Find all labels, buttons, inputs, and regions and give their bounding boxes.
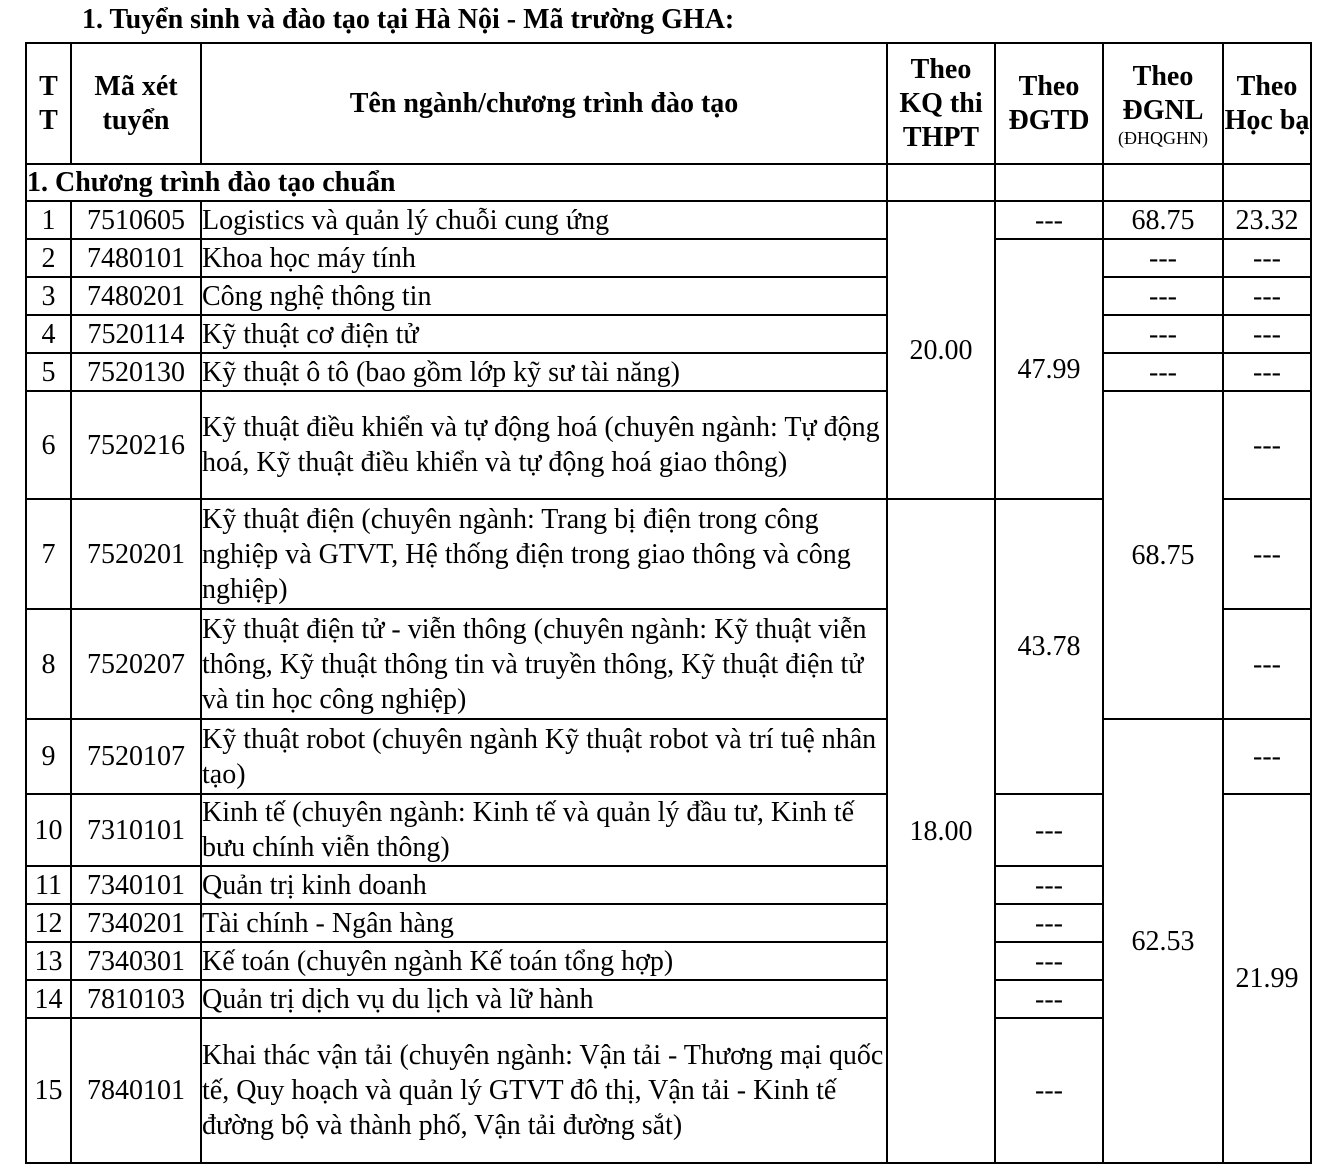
row-tt: 7 bbox=[26, 499, 71, 609]
row-code: 7340301 bbox=[71, 942, 201, 980]
hocba-score: --- bbox=[1223, 277, 1311, 315]
row-name: Khoa học máy tính bbox=[201, 239, 887, 277]
dgtd-score: --- bbox=[995, 942, 1103, 980]
dgtd-score: --- bbox=[995, 1018, 1103, 1163]
row-code: 7520114 bbox=[71, 315, 201, 353]
row-code: 7520107 bbox=[71, 719, 201, 794]
row-name: Kỹ thuật điện (chuyên ngành: Trang bị điện trong công nghiệp và GTVT, Hệ thống điện trong giao thông và công nghiệp) bbox=[201, 499, 887, 609]
row-code: 7520130 bbox=[71, 353, 201, 391]
table-row bbox=[26, 353, 1311, 391]
row-name: Kỹ thuật robot (chuyên ngành Kỹ thuật robot và trí tuệ nhân tạo) bbox=[201, 719, 887, 794]
section-row bbox=[26, 164, 1311, 201]
dgnl-score-group-2: 62.53 bbox=[1103, 719, 1223, 1163]
row-name: Kỹ thuật cơ điện tử bbox=[201, 315, 887, 353]
row-name: Kỹ thuật điện tử - viễn thông (chuyên ngành: Kỹ thuật viễn thông, Kỹ thuật thông tin và truyền thông, Kỹ thuật điện tử và tin học công nghiệp) bbox=[201, 609, 887, 719]
table-row bbox=[26, 201, 1311, 239]
hocba-score: 23.32 bbox=[1223, 201, 1311, 239]
row-tt: 14 bbox=[26, 980, 71, 1018]
row-tt: 10 bbox=[26, 794, 71, 866]
row-code: 7840101 bbox=[71, 1018, 201, 1163]
dgnl-score: --- bbox=[1103, 315, 1223, 353]
row-tt: 6 bbox=[26, 391, 71, 499]
row-code: 7520207 bbox=[71, 609, 201, 719]
hocba-score: --- bbox=[1223, 719, 1311, 794]
dgtd-score: --- bbox=[995, 980, 1103, 1018]
hocba-score: --- bbox=[1223, 609, 1311, 719]
dgtd-score: --- bbox=[995, 866, 1103, 904]
dgnl-score: --- bbox=[1103, 239, 1223, 277]
row-name: Kỹ thuật điều khiển và tự động hoá (chuyên ngành: Tự động hoá, Kỹ thuật điều khiển và tự động hoá giao thông) bbox=[201, 391, 887, 499]
row-code: 7310101 bbox=[71, 794, 201, 866]
admission-table bbox=[25, 42, 1312, 1164]
row-code: 7810103 bbox=[71, 980, 201, 1018]
row-tt: 11 bbox=[26, 866, 71, 904]
row-tt: 4 bbox=[26, 315, 71, 353]
thpt-score-group-2: 18.00 bbox=[887, 499, 995, 1163]
row-code: 7520201 bbox=[71, 499, 201, 609]
row-name: Tài chính - Ngân hàng bbox=[201, 904, 887, 942]
dgnl-score: --- bbox=[1103, 277, 1223, 315]
row-code: 7480201 bbox=[71, 277, 201, 315]
row-tt: 5 bbox=[26, 353, 71, 391]
row-name: Logistics và quản lý chuỗi cung ứng bbox=[201, 201, 887, 239]
header-row bbox=[26, 43, 1311, 164]
row-tt: 15 bbox=[26, 1018, 71, 1163]
row-tt: 2 bbox=[26, 239, 71, 277]
dgtd-score: --- bbox=[995, 904, 1103, 942]
section-label: 1. Chương trình đào tạo chuẩn bbox=[26, 164, 887, 201]
row-tt: 12 bbox=[26, 904, 71, 942]
row-name: Công nghệ thông tin bbox=[201, 277, 887, 315]
hocba-score: --- bbox=[1223, 499, 1311, 609]
header-code: Mã xét tuyển bbox=[71, 43, 201, 164]
dgtd-score: --- bbox=[995, 794, 1103, 866]
hocba-score: --- bbox=[1223, 353, 1311, 391]
hocba-score-group-2: 21.99 bbox=[1223, 794, 1311, 1163]
row-name: Kế toán (chuyên ngành Kế toán tổng hợp) bbox=[201, 942, 887, 980]
row-tt: 1 bbox=[26, 201, 71, 239]
header-tt: T T bbox=[26, 43, 71, 164]
hocba-score: --- bbox=[1223, 239, 1311, 277]
row-name: Quản trị dịch vụ du lịch và lữ hành bbox=[201, 980, 887, 1018]
row-tt: 8 bbox=[26, 609, 71, 719]
row-code: 7520216 bbox=[71, 391, 201, 499]
page-title: 1. Tuyển sinh và đào tạo tại Hà Nội - Mã trường GHA: bbox=[82, 4, 735, 35]
table-row bbox=[26, 239, 1311, 277]
row-code: 7340201 bbox=[71, 904, 201, 942]
thpt-score-group-1: 20.00 bbox=[887, 201, 995, 499]
row-name: Khai thác vận tải (chuyên ngành: Vận tải - Thương mại quốc tế, Quy hoạch và quản lý GTVT đô thị, Vận tải - Kinh tế đường bộ và thành phố, Vận tải đường sắt) bbox=[201, 1018, 887, 1163]
row-code: 7480101 bbox=[71, 239, 201, 277]
row-name: Kinh tế (chuyên ngành: Kinh tế và quản lý đầu tư, Kinh tế bưu chính viễn thông) bbox=[201, 794, 887, 866]
table-row bbox=[26, 315, 1311, 353]
header-hocba: Theo Học bạ bbox=[1223, 43, 1311, 164]
header-dgtd: Theo ĐGTD bbox=[995, 43, 1103, 164]
row-tt: 3 bbox=[26, 277, 71, 315]
row-code: 7510605 bbox=[71, 201, 201, 239]
table-row bbox=[26, 391, 1311, 499]
dgtd-score: --- bbox=[995, 201, 1103, 239]
header-thpt: Theo KQ thi THPT bbox=[887, 43, 995, 164]
dgnl-score: 68.75 bbox=[1103, 201, 1223, 239]
row-name: Kỹ thuật ô tô (bao gồm lớp kỹ sư tài năng) bbox=[201, 353, 887, 391]
dgtd-score-group-1: 47.99 bbox=[995, 239, 1103, 499]
table-row bbox=[26, 277, 1311, 315]
row-code: 7340101 bbox=[71, 866, 201, 904]
header-dgnl-sub: (ĐHQGHN) bbox=[1118, 127, 1208, 148]
hocba-score: --- bbox=[1223, 391, 1311, 499]
header-name: Tên ngành/chương trình đào tạo bbox=[201, 43, 887, 164]
header-dgnl: Theo ĐGNL (ĐHQGHN) bbox=[1103, 43, 1223, 164]
table-row bbox=[26, 719, 1311, 794]
dgnl-score: --- bbox=[1103, 353, 1223, 391]
dgnl-score-group-1: 68.75 bbox=[1103, 391, 1223, 719]
dgtd-score-group-2: 43.78 bbox=[995, 499, 1103, 794]
row-tt: 9 bbox=[26, 719, 71, 794]
row-name: Quản trị kinh doanh bbox=[201, 866, 887, 904]
hocba-score: --- bbox=[1223, 315, 1311, 353]
row-tt: 13 bbox=[26, 942, 71, 980]
